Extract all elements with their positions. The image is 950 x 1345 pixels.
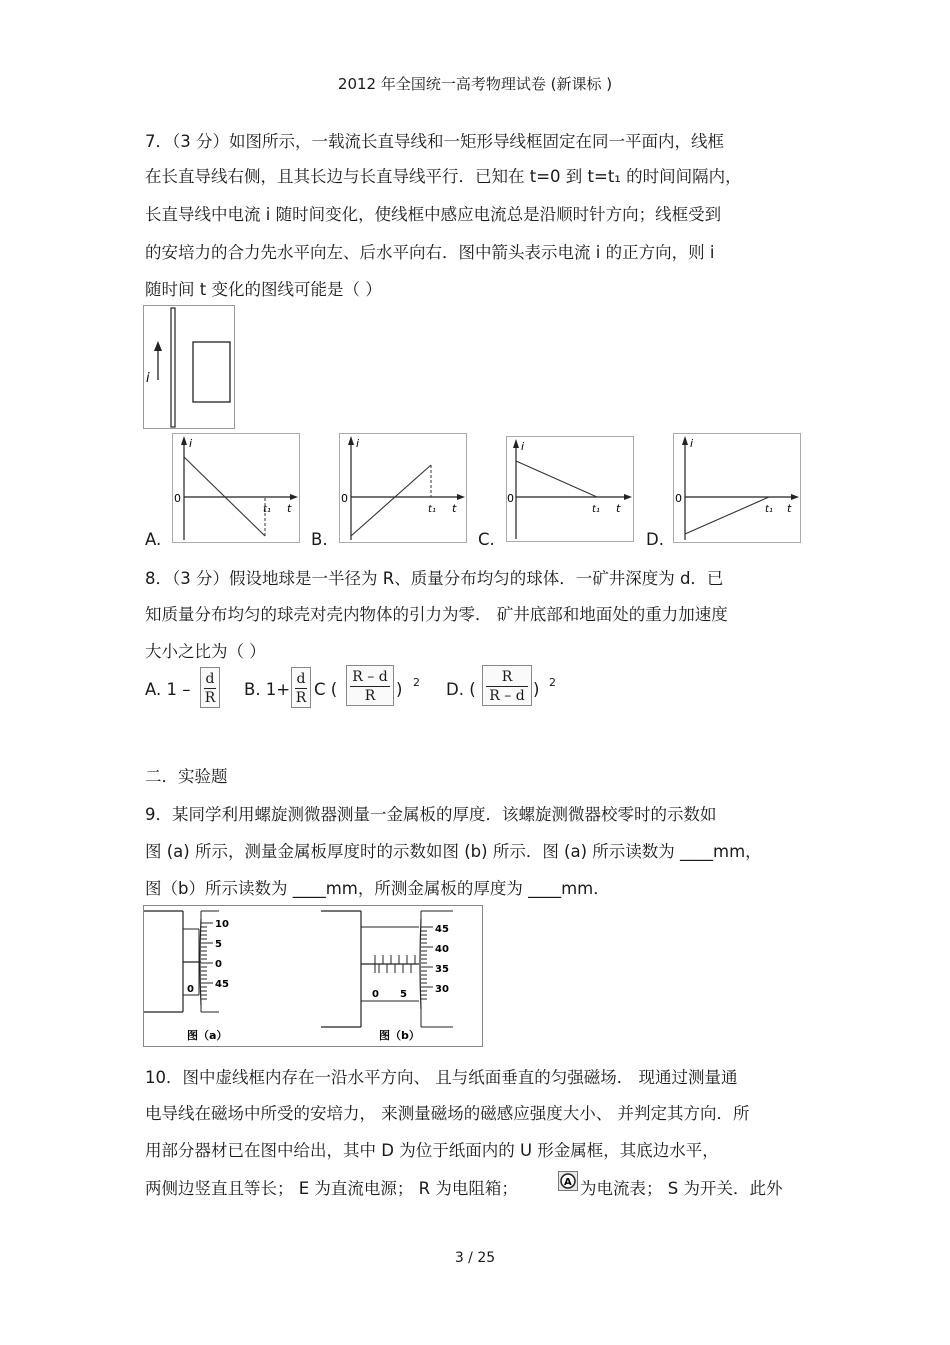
current-label: i	[146, 371, 150, 386]
long-straight-wire	[171, 308, 175, 427]
svg-text:0: 0	[507, 492, 514, 505]
graph-c-line	[516, 461, 597, 497]
graph-option-a	[172, 433, 300, 543]
graph-b-line	[351, 465, 431, 536]
rectangular-loop	[193, 342, 230, 402]
caption-a: 图（a）	[187, 1029, 228, 1042]
svg-text:45: 45	[435, 924, 449, 935]
q10-line-3: 用部分器材已在图中给出，其中 D 为位于纸面内的 U 形金属框，其底边水平，	[145, 1141, 719, 1160]
svg-text:0: 0	[372, 989, 379, 1000]
q7-line-3: 长直导线中电流 i 随时间变化，使线框中感应电流总是沿顺时针方向；线框受到	[145, 205, 722, 224]
page-header: 2012 年全国统一高考物理试卷 (新课标 )	[337, 75, 613, 93]
graph-d-line	[685, 497, 769, 534]
svg-text:t₁: t₁	[428, 504, 436, 515]
q8-option-b-fraction: $\frac{d}{R}$	[291, 667, 311, 708]
svg-text:t₁: t₁	[263, 504, 271, 515]
graph-option-b	[339, 433, 467, 543]
q7-line-5: 随时间 t 变化的图线可能是（ ）	[145, 280, 382, 299]
q8-option-d-fraction: $\frac{R}{R - d}$	[482, 665, 532, 706]
q10-line-4b: 为电流表； S 为开关．此外	[580, 1179, 783, 1198]
q8-option-d-power: 2	[549, 676, 556, 689]
caption-b: 图（b）	[379, 1029, 420, 1042]
svg-text:t: t	[616, 502, 621, 515]
page-number: 3 / 25	[454, 1250, 496, 1266]
q10-line-4a: 两侧边竖直且等长； E 为直流电源； R 为电阻箱；	[145, 1179, 518, 1198]
ammeter-icon	[558, 1171, 578, 1191]
q8-option-d[interactable]: D. (	[446, 680, 476, 699]
q8-option-c-power: 2	[413, 676, 420, 689]
svg-text:i: i	[189, 437, 193, 450]
svg-text:40: 40	[435, 944, 449, 955]
q9-line-2: 图 (a) 所示，测量金属板厚度时的示数如图 (b) 所示．图 (a) 所示读数为 ____mm，	[145, 842, 762, 861]
svg-text:0: 0	[215, 959, 222, 970]
q7-line-2: 在长直导线右侧，且其长边与长直导线平行．已知在 t=0 到 t=t₁ 的时间间隔内，	[145, 167, 742, 186]
svg-text:30: 30	[435, 984, 449, 995]
option-a-label[interactable]: A.	[145, 530, 162, 549]
svg-text:A: A	[564, 1177, 572, 1188]
svg-text:10: 10	[215, 919, 229, 930]
q8-line-1: 8．（3 分）假设地球是一半径为 R、质量分布均匀的球体．一矿井深度为 d．已	[145, 569, 724, 588]
q7-line-4: 的安培力的合力先水平向左、后水平向右．图中箭头表示电流 i 的正方向，则 i	[145, 243, 715, 262]
q8-option-c-fraction: $\frac{R - d}{R}$	[346, 665, 394, 706]
q10-line-1: 10．图中虚线框内存在一沿水平方向、 且与纸面垂直的匀强磁场． 现通过测量通	[145, 1068, 738, 1087]
wire-loop-figure	[143, 305, 235, 429]
q8-option-c[interactable]: C (	[314, 680, 338, 699]
svg-text:45: 45	[215, 979, 229, 990]
svg-text:i: i	[521, 440, 525, 453]
svg-text:t: t	[787, 502, 792, 515]
graph-option-c	[506, 436, 634, 542]
section-title: 二．实验题	[145, 767, 228, 786]
option-b-label[interactable]: B.	[311, 530, 328, 549]
q7-line-1: 7．（3 分）如图所示，一载流长直导线和一矩形导线框固定在同一平面内，线框	[145, 132, 724, 151]
svg-text:i: i	[690, 437, 694, 450]
svg-text:0: 0	[341, 492, 348, 505]
svg-text:35: 35	[435, 964, 449, 975]
micrometer-figure	[143, 905, 483, 1047]
option-d-label[interactable]: D.	[646, 530, 664, 549]
svg-text:i: i	[356, 437, 360, 450]
svg-text:t: t	[452, 502, 457, 515]
q8-option-c-close: )	[396, 680, 403, 699]
svg-text:0: 0	[675, 492, 682, 505]
q9-line-3: 图（b）所示读数为 ____mm，所测金属板的厚度为 ____mm．	[145, 879, 610, 898]
q9-line-1: 9．某同学利用螺旋测微器测量一金属板的厚度．该螺旋测微器校零时的示数如	[145, 805, 717, 824]
svg-text:0: 0	[187, 984, 194, 995]
q8-line-3: 大小之比为（ ）	[145, 642, 266, 661]
q8-option-a-fraction: $\frac{d}{R}$	[200, 667, 220, 708]
svg-text:0: 0	[174, 492, 181, 505]
q8-option-b[interactable]: B. 1+	[244, 680, 291, 699]
svg-text:5: 5	[400, 989, 407, 1000]
svg-text:t: t	[287, 502, 292, 515]
option-c-label[interactable]: C.	[478, 530, 495, 549]
q8-option-d-close: )	[533, 680, 540, 699]
q10-line-2: 电导线在磁场中所受的安培力， 来测量磁场的磁感应强度大小、 并判定其方向．所	[145, 1104, 750, 1123]
q8-line-2: 知质量分布均匀的球壳对壳内物体的引力为零． 矿井底部和地面处的重力加速度	[145, 605, 728, 624]
svg-text:t₁: t₁	[765, 504, 773, 515]
svg-text:t₁: t₁	[592, 504, 600, 515]
svg-text:5: 5	[215, 939, 222, 950]
q8-option-a[interactable]: A. 1 –	[145, 680, 191, 699]
graph-option-d	[673, 433, 801, 543]
